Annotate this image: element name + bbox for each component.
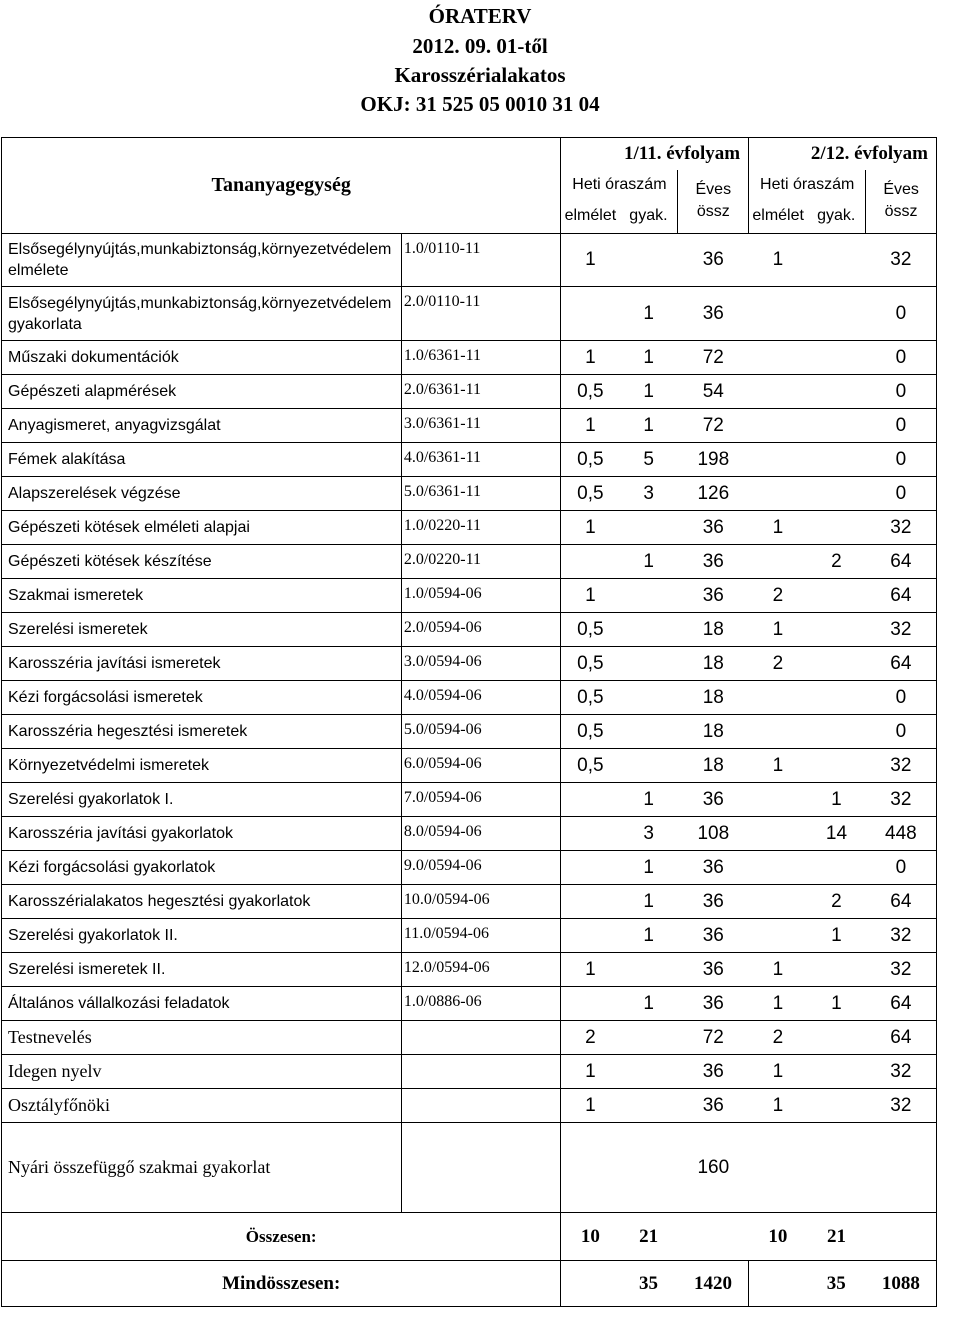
table-row xyxy=(2,1089,937,1123)
cell-p2 xyxy=(807,375,866,409)
cell-a2: 32 xyxy=(866,1055,937,1089)
cell-p2 xyxy=(807,443,866,477)
cell-p2: 1 xyxy=(807,919,866,953)
module-code: 4.0/6361-11 xyxy=(401,443,561,477)
subject-name: Gépészeti alapmérések xyxy=(2,375,402,409)
column-header-practice-1: gyak. xyxy=(619,200,678,234)
annual-label-line2: össz xyxy=(884,203,918,221)
cell-p1 xyxy=(619,749,678,783)
subject-name: Karosszéria javítási ismeretek xyxy=(2,647,402,681)
module-code: 2.0/6361-11 xyxy=(401,375,561,409)
cell-t2 xyxy=(749,919,808,953)
cell-p2 xyxy=(807,1055,866,1089)
annual-label-line1: Éves xyxy=(883,181,919,199)
cell-t1: 0,5 xyxy=(561,477,620,511)
cell-t2 xyxy=(749,443,808,477)
table-row xyxy=(2,1055,937,1089)
cell-a2: 32 xyxy=(866,749,937,783)
subject-name: Elsősegélynyújtás,munkabiztonság,környezetvédelem elmélete xyxy=(2,234,402,287)
table-row xyxy=(2,234,937,287)
table-row xyxy=(2,953,937,987)
module-code xyxy=(401,1089,561,1123)
cell-a2: 0 xyxy=(866,375,937,409)
subject-name: Kézi forgácsolási ismeretek xyxy=(2,681,402,715)
empty-cell xyxy=(807,1123,866,1213)
cell-t1: 0,5 xyxy=(561,613,620,647)
cell-t2: 2 xyxy=(749,647,808,681)
cell-a2: 0 xyxy=(866,715,937,749)
module-code xyxy=(401,1055,561,1089)
cell-a1: 18 xyxy=(678,613,749,647)
subject-name: Testnevelés xyxy=(2,1021,402,1055)
cell-t1: 0,5 xyxy=(561,681,620,715)
cell-t1: 2 xyxy=(561,1021,620,1055)
cell-t2 xyxy=(749,375,808,409)
column-header-year2: 2/12. évfolyam xyxy=(749,138,937,170)
empty-cell xyxy=(866,1213,937,1261)
cell-p1 xyxy=(619,1089,678,1123)
table-row xyxy=(2,851,937,885)
subject-name: Műszaki dokumentációk xyxy=(2,341,402,375)
table-row xyxy=(2,579,937,613)
cell-t2: 1 xyxy=(749,1055,808,1089)
cell-t2 xyxy=(749,341,808,375)
subject-name: Karosszéria hegesztési ismeretek xyxy=(2,715,402,749)
cell-a1: 18 xyxy=(678,749,749,783)
cell-p1 xyxy=(619,579,678,613)
subject-name: Szerelési ismeretek xyxy=(2,613,402,647)
cell-a2: 32 xyxy=(866,783,937,817)
cell-t2 xyxy=(749,681,808,715)
column-header-practice-2: gyak. xyxy=(807,200,866,234)
column-header-annual-1 xyxy=(678,170,749,234)
module-code: 4.0/0594-06 xyxy=(401,681,561,715)
empty-cell xyxy=(866,1123,937,1213)
cell-a1: 72 xyxy=(678,409,749,443)
subject-name: Alapszerelések végzése xyxy=(2,477,402,511)
subject-name: Fémek alakítása xyxy=(2,443,402,477)
document-profession: Karosszérialakatos xyxy=(394,63,566,87)
cell-p2 xyxy=(807,579,866,613)
cell-t1: 1 xyxy=(561,341,620,375)
cell-p1: 1 xyxy=(619,409,678,443)
cell-a1: 36 xyxy=(678,234,749,287)
cell-p2 xyxy=(807,1089,866,1123)
cell-a2: 0 xyxy=(866,341,937,375)
cell-p1: 1 xyxy=(619,287,678,341)
grand-total-row xyxy=(2,1261,937,1307)
cell-p1: 1 xyxy=(619,919,678,953)
cell-t2 xyxy=(749,477,808,511)
cell-p2 xyxy=(807,613,866,647)
cell-a1: 36 xyxy=(678,851,749,885)
cell-p2 xyxy=(807,681,866,715)
cell-t1: 1 xyxy=(561,579,620,613)
total-theory-1: 10 xyxy=(561,1213,620,1261)
cell-a1: 36 xyxy=(678,987,749,1021)
cell-t2 xyxy=(749,287,808,341)
cell-a2: 0 xyxy=(866,287,937,341)
table-row xyxy=(2,613,937,647)
summer-practice-label: Nyári összefüggő szakmai gyakorlat xyxy=(2,1123,402,1213)
cell-t1: 0,5 xyxy=(561,749,620,783)
cell-t1: 0,5 xyxy=(561,375,620,409)
cell-t1 xyxy=(561,885,620,919)
subject-name: Szakmai ismeretek xyxy=(2,579,402,613)
cell-t2: 2 xyxy=(749,579,808,613)
cell-a2: 32 xyxy=(866,919,937,953)
cell-a1: 72 xyxy=(678,1021,749,1055)
module-code xyxy=(401,1021,561,1055)
cell-a1: 36 xyxy=(678,1055,749,1089)
cell-p1: 1 xyxy=(619,341,678,375)
subject-name: Anyagismeret, anyagvizsgálat xyxy=(2,409,402,443)
cell-t1 xyxy=(561,919,620,953)
cell-p2 xyxy=(807,953,866,987)
subject-name: Kézi forgácsolási gyakorlatok xyxy=(2,851,402,885)
cell-a1: 36 xyxy=(678,953,749,987)
cell-p1: 1 xyxy=(619,375,678,409)
cell-t2: 1 xyxy=(749,987,808,1021)
subject-name: Osztályfőnöki xyxy=(2,1089,402,1123)
cell-p1: 3 xyxy=(619,817,678,851)
cell-a1: 126 xyxy=(678,477,749,511)
cell-p1 xyxy=(619,1055,678,1089)
cell-t2 xyxy=(749,409,808,443)
subject-name: Szerelési gyakorlatok I. xyxy=(2,783,402,817)
total-row xyxy=(2,1213,937,1261)
cell-a1: 54 xyxy=(678,375,749,409)
total-label: Összesen: xyxy=(2,1213,561,1261)
empty-cell xyxy=(749,1123,808,1213)
cell-t2: 2 xyxy=(749,1021,808,1055)
annual-label-line2: össz xyxy=(696,203,730,221)
table-row xyxy=(2,287,937,341)
table-row xyxy=(2,409,937,443)
subject-name: Karosszérialakatos hegesztési gyakorlatok xyxy=(2,885,402,919)
table-row xyxy=(2,749,937,783)
cell-p2 xyxy=(807,409,866,443)
cell-a2: 64 xyxy=(866,1021,937,1055)
cell-a1: 72 xyxy=(678,341,749,375)
cell-t2 xyxy=(749,545,808,579)
column-header-subject: Tananyagegység xyxy=(2,138,561,234)
module-code: 1.0/0886-06 xyxy=(401,987,561,1021)
cell-a2: 32 xyxy=(866,511,937,545)
table-row xyxy=(2,1021,937,1055)
table-row xyxy=(2,885,937,919)
document-title: ÓRATERV xyxy=(428,4,532,28)
cell-a1: 198 xyxy=(678,443,749,477)
cell-a1: 36 xyxy=(678,545,749,579)
cell-t2 xyxy=(749,817,808,851)
cell-p2 xyxy=(807,477,866,511)
cell-a2: 0 xyxy=(866,409,937,443)
cell-t1: 1 xyxy=(561,234,620,287)
cell-a2: 64 xyxy=(866,579,937,613)
cell-t2 xyxy=(749,783,808,817)
table-row xyxy=(2,681,937,715)
table-row xyxy=(2,647,937,681)
cell-t1: 1 xyxy=(561,1055,620,1089)
cell-a2: 32 xyxy=(866,953,937,987)
module-code: 5.0/0594-06 xyxy=(401,715,561,749)
module-code: 9.0/0594-06 xyxy=(401,851,561,885)
cell-a1: 36 xyxy=(678,579,749,613)
cell-t1: 1 xyxy=(561,409,620,443)
cell-p2 xyxy=(807,715,866,749)
total-practice-1: 21 xyxy=(619,1213,678,1261)
cell-p2 xyxy=(807,749,866,783)
module-code: 2.0/0110-11 xyxy=(401,287,561,341)
cell-p2 xyxy=(807,511,866,545)
cell-p2 xyxy=(807,1021,866,1055)
cell-p1: 1 xyxy=(619,851,678,885)
cell-a2: 64 xyxy=(866,885,937,919)
cell-a1: 36 xyxy=(678,919,749,953)
cell-t1 xyxy=(561,287,620,341)
cell-a1: 18 xyxy=(678,647,749,681)
table-row xyxy=(2,545,937,579)
subject-name: Karosszéria javítási gyakorlatok xyxy=(2,817,402,851)
subject-name: Elsősegélynyújtás,munkabiztonság,környezetvédelem gyakorlata xyxy=(2,287,402,341)
table-row xyxy=(2,783,937,817)
cell-p1 xyxy=(619,613,678,647)
cell-p1 xyxy=(619,234,678,287)
column-header-annual-2 xyxy=(866,170,937,234)
empty-cell xyxy=(561,1123,620,1213)
table-row xyxy=(2,477,937,511)
cell-a1: 18 xyxy=(678,681,749,715)
subject-name: Környezetvédelmi ismeretek xyxy=(2,749,402,783)
cell-a1: 18 xyxy=(678,715,749,749)
cell-t2 xyxy=(749,885,808,919)
cell-p2: 2 xyxy=(807,545,866,579)
cell-t1 xyxy=(561,851,620,885)
module-code: 2.0/0220-11 xyxy=(401,545,561,579)
cell-t2: 1 xyxy=(749,953,808,987)
module-code: 12.0/0594-06 xyxy=(401,953,561,987)
cell-p2 xyxy=(807,341,866,375)
cell-t1: 0,5 xyxy=(561,443,620,477)
table-row xyxy=(2,375,937,409)
cell-a2: 64 xyxy=(866,987,937,1021)
cell-a2: 64 xyxy=(866,545,937,579)
cell-a2: 32 xyxy=(866,1089,937,1123)
cell-p1 xyxy=(619,647,678,681)
cell-p2 xyxy=(807,234,866,287)
cell-t2: 1 xyxy=(749,234,808,287)
cell-p1: 5 xyxy=(619,443,678,477)
column-header-theory-1: elmélet xyxy=(561,200,620,234)
cell-a1: 36 xyxy=(678,1089,749,1123)
grand-total-annual-2: 1088 xyxy=(866,1261,937,1307)
cell-p2: 1 xyxy=(807,783,866,817)
cell-p1: 1 xyxy=(619,987,678,1021)
cell-p2 xyxy=(807,851,866,885)
cell-a2: 32 xyxy=(866,234,937,287)
grand-total-weekly-1: 35 xyxy=(561,1261,678,1307)
subject-name: Gépészeti kötések készítése xyxy=(2,545,402,579)
subject-name: Szerelési ismeretek II. xyxy=(2,953,402,987)
cell-p1 xyxy=(619,1021,678,1055)
cell-t1: 1 xyxy=(561,953,620,987)
module-code: 7.0/0594-06 xyxy=(401,783,561,817)
summer-code-cell xyxy=(401,1123,561,1213)
module-code: 1.0/0110-11 xyxy=(401,234,561,287)
cell-p1: 1 xyxy=(619,545,678,579)
table-row xyxy=(2,817,937,851)
table-row xyxy=(2,341,937,375)
cell-p2: 2 xyxy=(807,885,866,919)
cell-p1: 1 xyxy=(619,885,678,919)
cell-a2: 0 xyxy=(866,681,937,715)
cell-t1: 1 xyxy=(561,1089,620,1123)
table-row xyxy=(2,919,937,953)
table-row xyxy=(2,443,937,477)
cell-a2: 0 xyxy=(866,477,937,511)
column-header-weekly-1: Heti óraszám xyxy=(561,170,678,200)
annual-label-line1: Éves xyxy=(695,181,732,199)
cell-p1 xyxy=(619,511,678,545)
module-code: 10.0/0594-06 xyxy=(401,885,561,919)
empty-cell xyxy=(678,1213,749,1261)
module-code: 6.0/0594-06 xyxy=(401,749,561,783)
cell-t1 xyxy=(561,987,620,1021)
cell-t1: 1 xyxy=(561,511,620,545)
subject-name: Szerelési gyakorlatok II. xyxy=(2,919,402,953)
cell-a2: 64 xyxy=(866,647,937,681)
module-code: 1.0/6361-11 xyxy=(401,341,561,375)
column-header-year1: 1/11. évfolyam xyxy=(561,138,749,170)
cell-p2: 14 xyxy=(807,817,866,851)
cell-a1: 36 xyxy=(678,885,749,919)
cell-a2: 0 xyxy=(866,443,937,477)
cell-t2: 1 xyxy=(749,511,808,545)
subject-name: Gépészeti kötések elméleti alapjai xyxy=(2,511,402,545)
total-practice-2: 21 xyxy=(807,1213,866,1261)
cell-p2 xyxy=(807,647,866,681)
table-row xyxy=(2,987,937,1021)
module-code: 8.0/0594-06 xyxy=(401,817,561,851)
document-date: 2012. 09. 01-től xyxy=(412,34,548,58)
cell-t1: 0,5 xyxy=(561,715,620,749)
grand-total-label: Mindösszesen: xyxy=(2,1261,561,1307)
cell-t2: 1 xyxy=(749,749,808,783)
cell-a1: 108 xyxy=(678,817,749,851)
cell-a2: 448 xyxy=(866,817,937,851)
grand-total-weekly-2: 35 xyxy=(749,1261,866,1307)
module-code: 3.0/0594-06 xyxy=(401,647,561,681)
cell-a2: 0 xyxy=(866,851,937,885)
cell-a2: 32 xyxy=(866,613,937,647)
module-code: 1.0/0220-11 xyxy=(401,511,561,545)
summer-practice-hours: 160 xyxy=(678,1123,749,1213)
module-code: 5.0/6361-11 xyxy=(401,477,561,511)
cell-t1 xyxy=(561,545,620,579)
module-code: 3.0/6361-11 xyxy=(401,409,561,443)
schedule-table xyxy=(1,137,937,1307)
cell-t2: 1 xyxy=(749,1089,808,1123)
module-code: 11.0/0594-06 xyxy=(401,919,561,953)
cell-t2: 1 xyxy=(749,613,808,647)
cell-a1: 36 xyxy=(678,511,749,545)
subject-name: Általános vállalkozási feladatok xyxy=(2,987,402,1021)
cell-t2 xyxy=(749,715,808,749)
table-row xyxy=(2,715,937,749)
column-header-theory-2: elmélet xyxy=(749,200,808,234)
total-theory-2: 10 xyxy=(749,1213,808,1261)
cell-p1 xyxy=(619,953,678,987)
empty-cell xyxy=(619,1123,678,1213)
header-row-years xyxy=(2,138,937,170)
cell-t1 xyxy=(561,783,620,817)
cell-a1: 36 xyxy=(678,287,749,341)
cell-t1: 0,5 xyxy=(561,647,620,681)
module-code: 1.0/0594-06 xyxy=(401,579,561,613)
column-header-weekly-2: Heti óraszám xyxy=(749,170,866,200)
cell-p1 xyxy=(619,715,678,749)
grand-total-annual-1: 1420 xyxy=(678,1261,749,1307)
document-okj: OKJ: 31 525 05 0010 31 04 xyxy=(360,92,600,116)
subject-name: Idegen nyelv xyxy=(2,1055,402,1089)
cell-t2 xyxy=(749,851,808,885)
cell-p1 xyxy=(619,681,678,715)
cell-p1: 3 xyxy=(619,477,678,511)
cell-p2 xyxy=(807,287,866,341)
cell-p1: 1 xyxy=(619,783,678,817)
cell-a1: 36 xyxy=(678,783,749,817)
cell-t1 xyxy=(561,817,620,851)
table-row xyxy=(2,511,937,545)
summer-practice-row xyxy=(2,1123,937,1213)
module-code: 2.0/0594-06 xyxy=(401,613,561,647)
cell-p2: 1 xyxy=(807,987,866,1021)
